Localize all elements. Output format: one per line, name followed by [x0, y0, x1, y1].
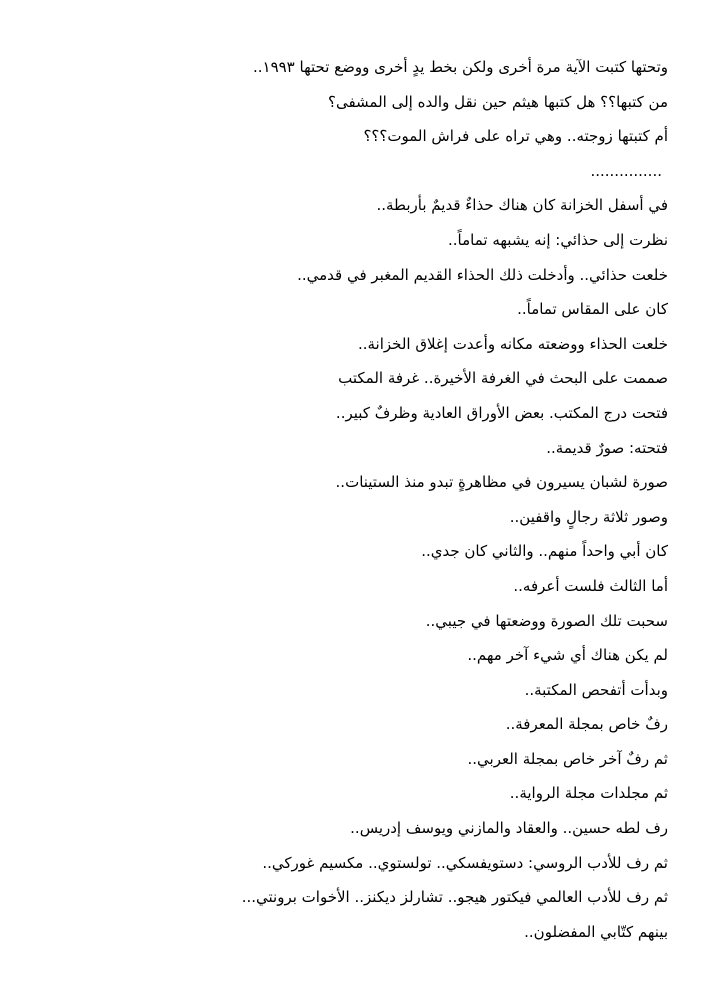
text-line: ثم رفٌ آخر خاص بمجلة العربي.. — [467, 749, 668, 768]
text-line: في أسفل الخزانة كان هناك حذاءٌ قديمٌ بأربطة.. — [376, 196, 668, 215]
text-line: صورة لشبان يسيرون في مظاهرةٍ تبدو منذ الستينات.. — [335, 473, 668, 492]
text-line: لم يكن هناك أي شيء آخر مهم.. — [467, 646, 668, 665]
text-line: نظرت إلى حذائي: إنه يشبهه تماماً.. — [448, 230, 668, 249]
text-line: فتحته: صورٌ قديمة.. — [546, 438, 668, 457]
text-line: من كتبها؟؟ هل كتبها هيثم حين نقل والده إلى المشفى؟ — [328, 92, 668, 111]
text-line: أما الثالث فلست أعرفه.. — [513, 576, 668, 595]
text-line: سحبت تلك الصورة ووضعتها في جيبي.. — [425, 611, 668, 630]
text-line: خلعت الحذاء ووضعته مكانه وأعدت إغلاق الخزانة.. — [357, 334, 668, 353]
text-line: بينهم كتّابي المفضلون.. — [524, 922, 668, 941]
text-line: فتحت درج المكتب. بعض الأوراق العادية وظرفٌ كبير.. — [335, 403, 668, 422]
text-lines — [28, 50, 668, 949]
text-line: صممت على البحث في الغرفة الأخيرة.. غرفة المكتب — [338, 369, 668, 388]
text-line: وصور ثلاثة رجالٍ واقفين.. — [509, 507, 668, 526]
text-line: كان أبي واحداً منهم.. والثاني كان جدي.. — [421, 542, 668, 561]
text-line: رف لطه حسين.. والعقاد والمازني ويوسف إدريس.. — [350, 819, 668, 838]
section-separator: ............... — [590, 161, 662, 180]
text-line: ثم رف للأدب العالمي فيكتور هيجو.. تشارلز ديكنز.. الأخوات برونتي... — [241, 888, 668, 907]
text-line: رفٌ خاص بمجلة المعرفة.. — [505, 715, 668, 734]
text-line: وتحتها كتبت الآية مرة أخرى ولكن بخط يدٍ أخرى ووضع تحتها ١٩٩٣.. — [252, 58, 668, 76]
text-line: ثم رف للأدب الروسي: دستويفسكي.. تولستوي.. مكسيم غوركي.. — [262, 853, 668, 872]
text-line: أم كتبتها زوجته.. وهي تراه على فراش الموت؟؟؟ — [363, 127, 668, 146]
text-line: وبدأت أتفحص المكتبة.. — [524, 680, 668, 699]
text-line: خلعت حذائي.. وأدخلت ذلك الحذاء القديم المغبر في قدمي.. — [297, 265, 668, 284]
text-line: ثم مجلدات مجلة الرواية.. — [509, 784, 668, 803]
document-page — [0, 50, 710, 1000]
text-line: كان على المقاس تماماً.. — [517, 300, 668, 319]
